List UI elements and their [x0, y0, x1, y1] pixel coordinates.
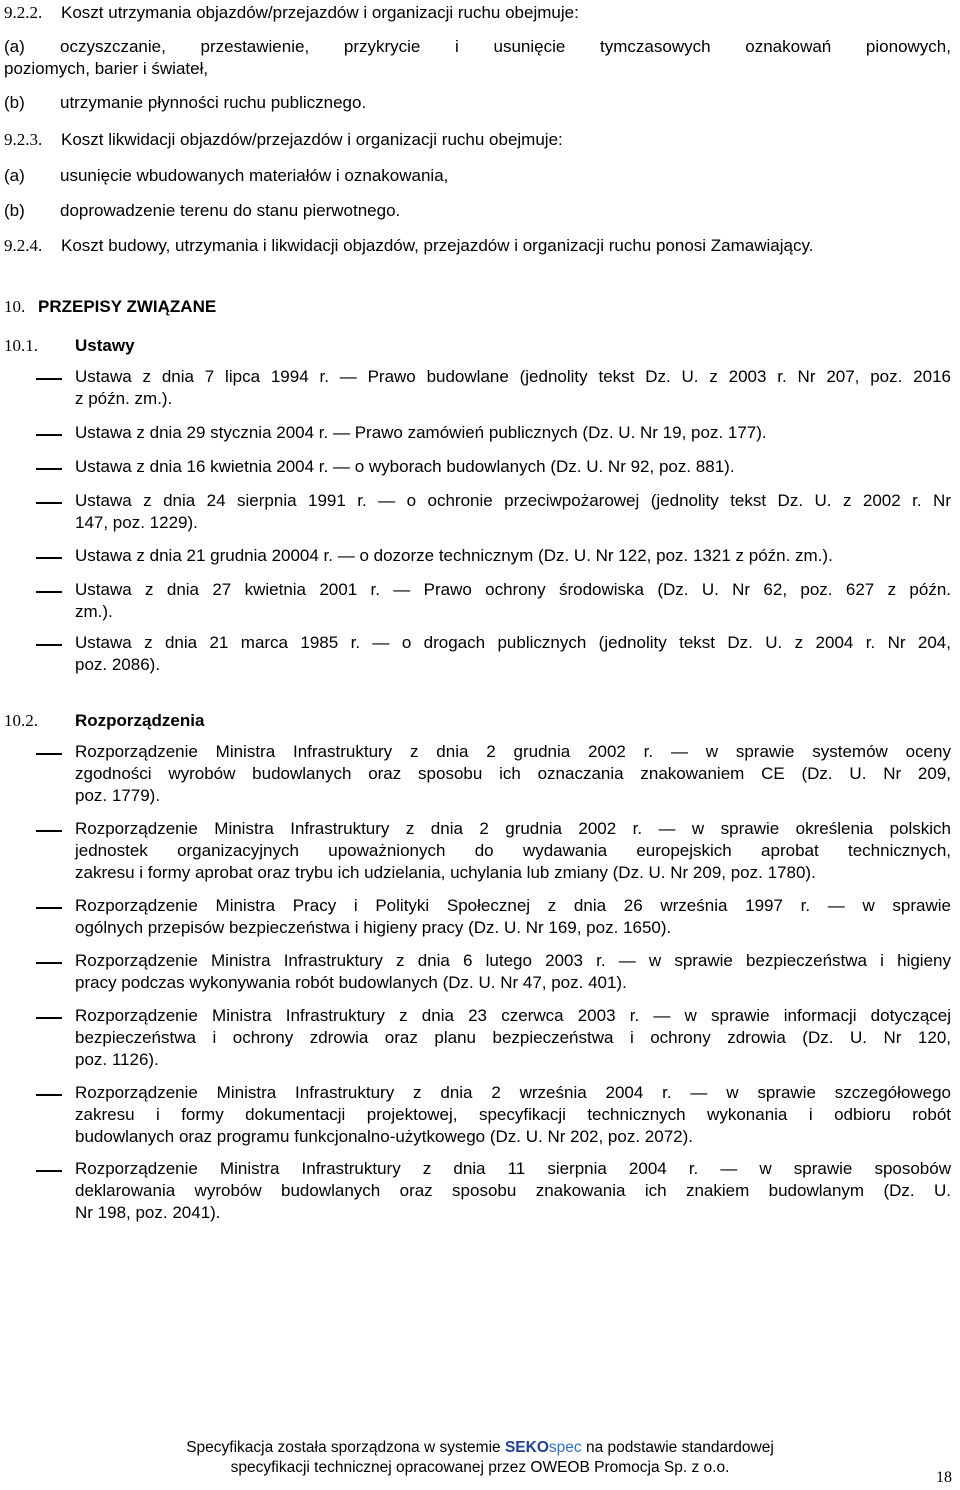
subsection-number: 10.2.: [4, 711, 38, 730]
list-item-text: oczyszczanie, przestawienie, przykrycie i usunięcie tymczasowych oznakowań pionowych,: [60, 37, 951, 56]
list-item: [75, 366, 951, 410]
list-item-line: deklarowania wyrobów budowlanych oraz sposobu znakowania ich znakiem budowlanym (Dz. U.: [75, 1181, 951, 1200]
dash-bullet: [36, 830, 62, 832]
list-label: (a): [4, 166, 25, 185]
list-item: [75, 632, 951, 676]
subsection-title: Rozporządzenia: [75, 711, 205, 730]
list-item-line: ogólnych przepisów bezpieczeństwa i higieny pracy (Dz. U. Nr 169, poz. 1650).: [75, 918, 672, 937]
dash-bullet: [36, 962, 62, 964]
dash-bullet: [36, 468, 62, 470]
dash-bullet: [36, 434, 62, 436]
chapter-number: 10.: [4, 297, 26, 316]
list-label: (a): [4, 37, 25, 56]
list-item-line: zakresu i formy dokumentacji projektowej, specyfikacji technicznych wykonania i odbioru robót: [75, 1105, 951, 1124]
list-item-text: usunięcie wbudowanych materiałów i oznakowania,: [60, 166, 449, 185]
list-item-line: zgodności wyrobów budowlanych oraz sposobu ich oznaczania znakowaniem CE (Dz. U. Nr 209,: [75, 764, 951, 783]
list-item-text: utrzymanie płynności ruchu publicznego.: [60, 93, 367, 112]
list-item: [75, 456, 951, 478]
list-item: [75, 579, 951, 623]
dash-bullet: [36, 1170, 62, 1172]
list-item: [75, 545, 951, 567]
list-item-line: bezpieczeństwa i ochrony zdrowia oraz planu bezpieczeństwa i ochrony zdrowia (Dz. U. Nr 120,: [75, 1028, 951, 1047]
list-item: [75, 950, 951, 994]
subsection-number: 10.1.: [4, 336, 38, 355]
footer-line-1: [0, 1438, 960, 1458]
list-item: [75, 1082, 951, 1148]
list-item: [75, 422, 951, 444]
list-item: [75, 490, 951, 534]
list-item-line: Rozporządzenie Ministra Infrastruktury z dnia 6 lutego 2003 r. — w sprawie bezpieczeństwa i higieny: [75, 951, 951, 970]
list-item-line: Ustawa z dnia 29 stycznia 2004 r. — Prawo zamówień publicznych (Dz. U. Nr 19, poz. 177).: [75, 423, 767, 442]
list-item-line: Ustawa z dnia 24 sierpnia 1991 r. — o ochronie przeciwpożarowej (jednolity tekst Dz. U. z 2002 r. Nr: [75, 491, 951, 510]
list-item-text: poziomych, barier i świateł,: [4, 59, 209, 78]
dash-bullet: [36, 557, 62, 559]
list-item-line: Rozporządzenie Ministra Infrastruktury z dnia 11 sierpnia 2004 r. — w sprawie sposobów: [75, 1159, 951, 1178]
list-item-line: Ustawa z dnia 16 kwietnia 2004 r. — o wyborach budowlanych (Dz. U. Nr 92, poz. 881).: [75, 457, 735, 476]
dash-bullet: [36, 591, 62, 593]
list-item-line: zm.).: [75, 602, 113, 621]
list-item-line: Ustawa z dnia 21 marca 1985 r. — o drogach publicznych (jednolity tekst Dz. U. z 2004 r. Nr 204,: [75, 633, 951, 652]
chapter-title: PRZEPISY ZWIĄZANE: [38, 297, 217, 316]
section-title: Koszt utrzymania objazdów/przejazdów i organizacji ruchu obejmuje:: [61, 3, 579, 22]
list-item-line: Rozporządzenie Ministra Infrastruktury z dnia 2 grudnia 2002 r. — w sprawie systemów oceny: [75, 742, 951, 761]
list-item-line: budowlanych oraz programu funkcjonalno-użytkowego (Dz. U. Nr 202, poz. 2072).: [75, 1127, 693, 1146]
footer-text: na podstawie standardowej: [585, 1439, 774, 1456]
section-number: 9.2.3.: [4, 130, 43, 149]
list-item-line: Rozporządzenie Ministra Infrastruktury z dnia 23 czerwca 2003 r. — w sprawie informacji dotyczącej: [75, 1006, 951, 1025]
list-item-line: z późn. zm.).: [75, 389, 173, 408]
paragraph: Koszt budowy, utrzymania i likwidacji objazdów, przejazdów i organizacji ruchu ponosi Zamawiający.: [61, 236, 814, 255]
list-item-line: 147, poz. 1229).: [75, 513, 198, 532]
section-number: 9.2.2.: [4, 3, 43, 22]
dash-bullet: [36, 1017, 62, 1019]
list-item-line: Rozporządzenie Ministra Infrastruktury z dnia 2 grudnia 2002 r. — w sprawie określenia polskich: [75, 819, 951, 838]
list-item-line: poz. 1126).: [75, 1050, 159, 1069]
seko-logo: SEKOspec: [504, 1439, 582, 1456]
dash-bullet: [36, 753, 62, 755]
footer-text: Specyfikacja została sporządzona w systemie: [186, 1439, 501, 1456]
dash-bullet: [36, 907, 62, 909]
list-item-text: doprowadzenie terenu do stanu pierwotnego.: [60, 201, 401, 220]
footer-line-2: specyfikacji technicznej opracowanej przez OWEOB Promocja Sp. z o.o.: [230, 1459, 730, 1476]
list-item: [75, 1005, 951, 1071]
list-label: (b): [4, 93, 25, 112]
list-item: [75, 1158, 951, 1224]
list-item-line: Ustawa z dnia 7 lipca 1994 r. — Prawo budowlane (jednolity tekst Dz. U. z 2003 r. Nr 207, poz. 2016: [75, 367, 951, 386]
list-item: [75, 818, 951, 884]
list-item-line: Rozporządzenie Ministra Pracy i Polityki Społecznej z dnia 26 września 1997 r. — w sprawie: [75, 896, 951, 915]
list-item-line: Nr 198, poz. 2041).: [75, 1203, 221, 1222]
list-item-line: Ustawa z dnia 27 kwietnia 2001 r. — Prawo ochrony środowiska (Dz. U. Nr 62, poz. 627 z późn.: [75, 580, 951, 599]
dash-bullet: [36, 1094, 62, 1096]
list-item-line: jednostek organizacyjnych upoważnionych do wydawania europejskich aprobat technicznych,: [75, 841, 951, 860]
list-item-line: poz. 1779).: [75, 786, 161, 805]
section-title: Koszt likwidacji objazdów/przejazdów i organizacji ruchu obejmuje:: [61, 130, 563, 149]
list-item-line: Ustawa z dnia 21 grudnia 20004 r. — o dozorze technicznym (Dz. U. Nr 122, poz. 1321 z późn. zm.).: [75, 546, 833, 565]
list-item-line: Rozporządzenie Ministra Infrastruktury z dnia 2 września 2004 r. — w sprawie szczegółowego: [75, 1083, 951, 1102]
list-item: [75, 895, 951, 939]
list-item: [75, 741, 951, 807]
section-number: 9.2.4.: [4, 236, 43, 255]
dash-bullet: [36, 644, 62, 646]
list-item-line: zakresu i formy aprobat oraz trybu ich udzielania, uchylania lub zmiany (Dz. U. Nr 209, poz. 1780).: [75, 863, 816, 882]
list-item-line: poz. 2086).: [75, 655, 161, 674]
list-item-line: pracy podczas wykonywania robót budowlanych (Dz. U. Nr 47, poz. 401).: [75, 973, 627, 992]
page-number: 18: [936, 1469, 952, 1486]
subsection-title: Ustawy: [75, 336, 135, 355]
dash-bullet: [36, 378, 62, 380]
list-label: (b): [4, 201, 25, 220]
dash-bullet: [36, 502, 62, 504]
